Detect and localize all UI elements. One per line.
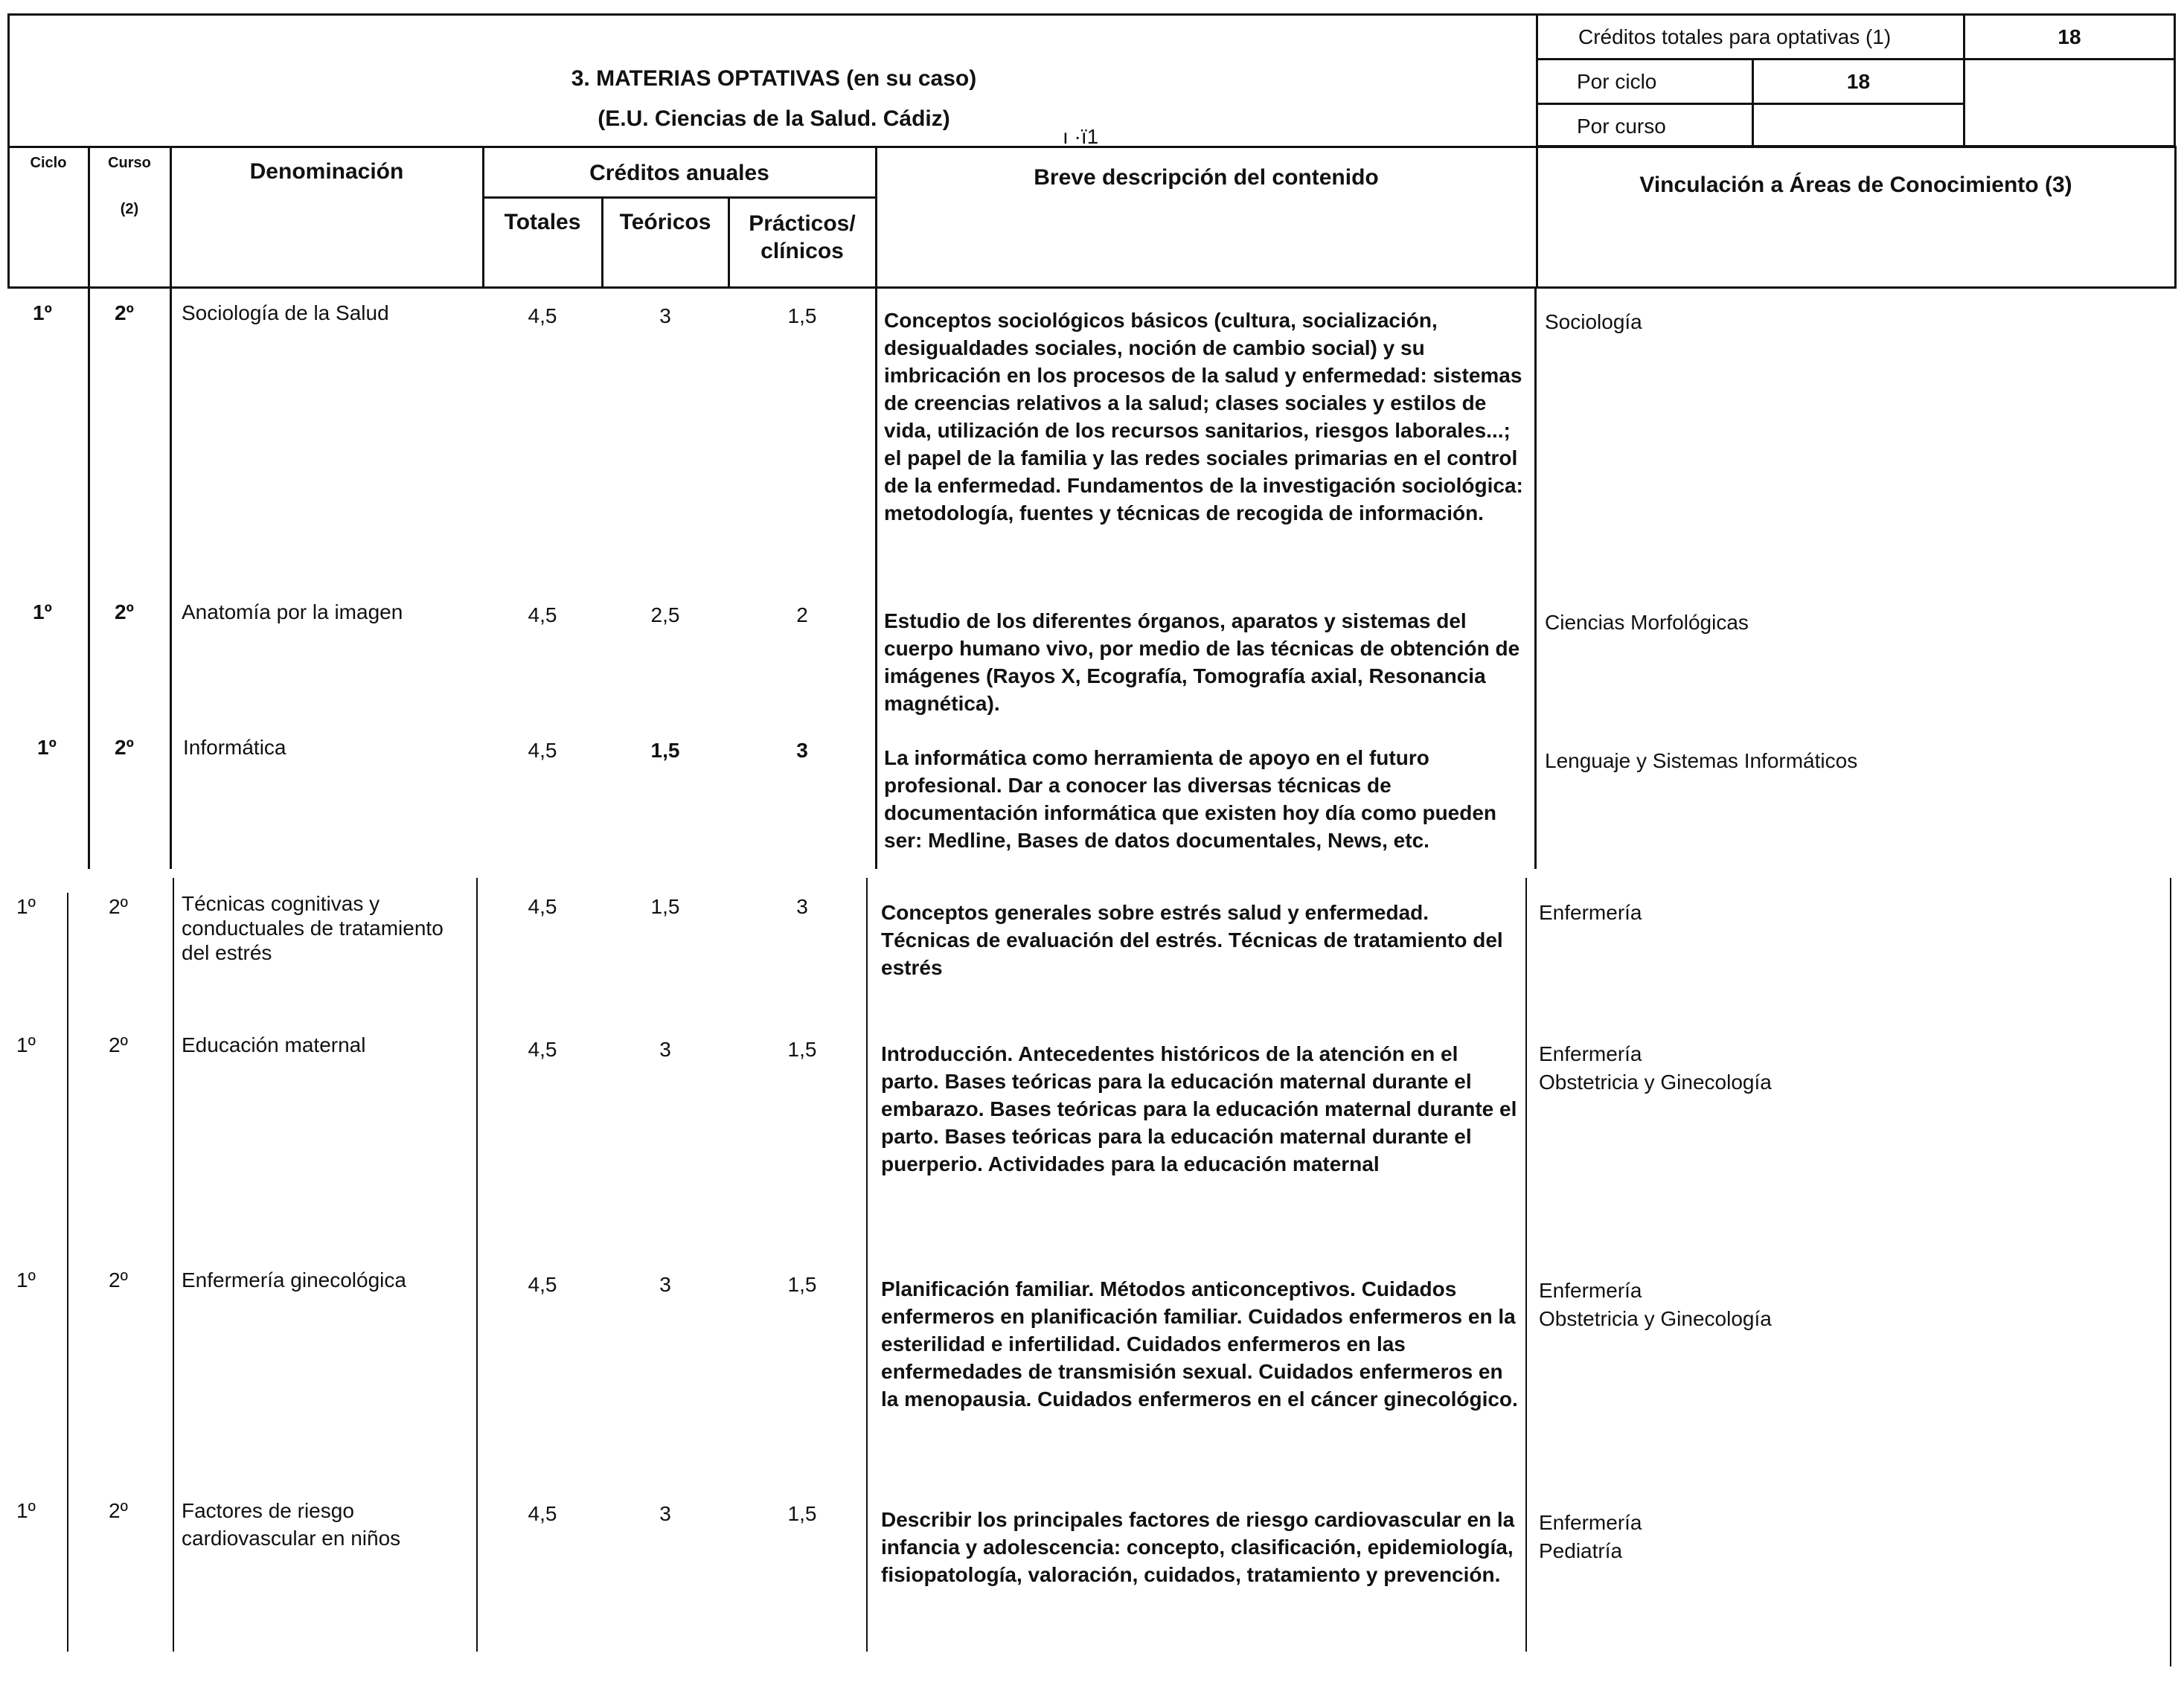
credits-subhead-rule <box>482 196 875 199</box>
row-practicos: 2 <box>796 603 808 626</box>
credits-summary <box>1536 13 2176 147</box>
col-vinculacion-header: Vinculación a Áreas de Conocimiento (3) <box>1639 173 2072 197</box>
row-ciclo: 1º <box>16 1033 36 1056</box>
row-denominacion: Técnicas cognitivas y conductuales de tratamiento del estrés <box>182 892 443 964</box>
area-item: Ciencias Morfológicas <box>1545 611 1749 634</box>
row-practicos: 3 <box>796 895 808 918</box>
row-denominacion: Educación maternal <box>182 1033 366 1056</box>
area-item: Enfermería <box>1539 1279 1642 1302</box>
credits-curso-value <box>1754 105 1965 147</box>
row-totales: 4,5 <box>528 1038 557 1061</box>
row-totales: 4,5 <box>528 603 557 626</box>
col-denominacion-header: Denominación <box>249 159 404 184</box>
row-ciclo: 1º <box>37 736 57 759</box>
row-ciclo: 1º <box>33 301 52 324</box>
col-descripcion-header: Breve descripción del contenido <box>1034 165 1379 190</box>
header-title-box <box>7 13 1538 150</box>
page-subtitle: (E.U. Ciencias de la Salud. Cádiz) <box>598 106 950 131</box>
credits-ciclo-value: 18 <box>1754 60 1965 105</box>
col-curso-note: (2) <box>120 201 139 217</box>
row-ciclo: 1º <box>16 895 36 918</box>
row-areas <box>1545 308 2162 336</box>
row-areas <box>1539 1277 2156 1333</box>
area-item: Enfermería <box>1539 1511 1642 1534</box>
row-practicos: 1,5 <box>787 1038 817 1061</box>
area-item: Enfermería <box>1539 1042 1642 1065</box>
row-denominacion: Anatomía por la imagen <box>182 600 403 623</box>
row-descripcion: Planificación familiar. Métodos anticonceptivos. Cuidados enfermeros en planificación familiar. Cuidados enfermeros en la esterilidad e infertilidad. Cuidados enfermeros en las enfermedades de transmisión sexual. Cuidados enfermeros en la menopausia. Cuidados enfermeros en el cáncer ginecológico. <box>881 1277 1518 1411</box>
col-creditos-header: Créditos anuales <box>589 161 769 185</box>
area-item: Obstetricia y Ginecología <box>1539 1071 1772 1094</box>
row-teoricos: 3 <box>659 304 671 327</box>
row-teoricos: 1,5 <box>650 739 680 762</box>
row-practicos: 1,5 <box>787 304 817 327</box>
credits-curso-label: Por curso <box>1538 105 1754 147</box>
row-teoricos: 3 <box>659 1273 671 1296</box>
area-item: Sociología <box>1545 310 1642 333</box>
area-item: Enfermería <box>1539 901 1642 924</box>
col-curso-header: Curso <box>108 155 151 171</box>
row-practicos: 3 <box>796 739 808 762</box>
row-denominacion: Sociología de la Salud <box>182 301 389 324</box>
area-item: Obstetricia y Ginecología <box>1539 1307 1772 1330</box>
row-teoricos: 3 <box>659 1038 671 1061</box>
row-curso: 2º <box>115 301 134 324</box>
row-descripcion: Conceptos sociológicos básicos (cultura, socialización, desigualdades sociales, noción de cambio social) y su imbricación en los procesos de la salud y enfermedad: sistemas de creencias relativos a la salud; clases sociales y estilos de vida, utilización de los recursos sanitarios, riesgos laborales...; el papel de la familia y las redes sociales primarias en el control de la enfermedad. Fundamentos de la investigación sociológica: metodología, fuentes y técnicas de recogida de información. <box>884 309 1523 524</box>
row-areas <box>1539 1509 2156 1565</box>
row-totales: 4,5 <box>528 739 557 762</box>
row-descripcion: La informática como herramienta de apoyo en el futuro profesional. Dar a conocer las diversas técnicas de documentación informática que existen hoy día como pueden ser: Medline, Bases de datos documentales, News, etc. <box>884 746 1497 852</box>
credits-total-label: Créditos totales para optativas (1) <box>1538 16 1965 60</box>
col-ciclo-header: Ciclo <box>30 155 67 171</box>
row-ciclo: 1º <box>33 600 52 623</box>
row-areas <box>1545 609 2162 637</box>
row-descripcion: Introducción. Antecedentes históricos de la atención en el parto. Bases teóricas para la educación maternal durante el embarazo. Bases teóricas para la educación maternal durante el parto. Bases teóricas para la educación maternal durante el puerperio. Actividades para la educación maternal <box>881 1042 1517 1175</box>
row-curso: 2º <box>115 600 134 623</box>
area-item: Lenguaje y Sistemas Informáticos <box>1545 749 1858 772</box>
row-curso: 2º <box>109 1033 128 1056</box>
row-practicos: 1,5 <box>787 1273 817 1296</box>
margin-mark: ı ·ï1 <box>1063 125 1099 148</box>
col-teoricos-header: Teóricos <box>619 210 711 234</box>
row-teoricos: 1,5 <box>650 895 680 918</box>
row-descripcion: Estudio de los diferentes órganos, aparatos y sistemas del cuerpo humano vivo, por medio de las técnicas de obtención de imágenes (Rayos X, Ecografía, Tomografía axial, Resonancia magnética). <box>884 609 1520 715</box>
row-denominacion: Factores de riesgo cardiovascular en niños <box>182 1499 401 1550</box>
col-practicos-header: Prácticos/ clínicos <box>749 211 856 263</box>
row-totales: 4,5 <box>528 304 557 327</box>
row-curso: 2º <box>115 736 134 759</box>
row-totales: 4,5 <box>528 1273 557 1296</box>
credits-total-value: 18 <box>1965 16 2174 60</box>
row-curso: 2º <box>109 895 128 918</box>
row-teoricos: 2,5 <box>650 603 680 626</box>
area-item: Pediatría <box>1539 1539 1623 1562</box>
row-curso: 2º <box>109 1268 128 1292</box>
credits-ciclo-label: Por ciclo <box>1538 60 1754 105</box>
row-areas <box>1539 899 2156 927</box>
col-totales-header: Totales <box>504 210 581 234</box>
row-practicos: 1,5 <box>787 1502 817 1525</box>
row-teoricos: 3 <box>659 1502 671 1525</box>
row-ciclo: 1º <box>16 1268 36 1292</box>
row-totales: 4,5 <box>528 895 557 918</box>
row-areas <box>1545 747 2162 775</box>
page-title: 3. MATERIAS OPTATIVAS (en su caso) <box>571 66 977 91</box>
column-header-bottom-rule <box>7 286 2177 289</box>
row-denominacion: Informática <box>183 736 286 759</box>
row-denominacion: Enfermería ginecológica <box>182 1268 406 1292</box>
header-bottom-rule <box>7 146 2177 148</box>
row-descripcion: Conceptos generales sobre estrés salud y enfermedad. Técnicas de evaluación del estrés. Técnicas de tratamiento del estrés <box>881 901 1503 979</box>
row-areas <box>1539 1040 2156 1097</box>
row-curso: 2º <box>109 1499 128 1522</box>
row-ciclo: 1º <box>16 1499 36 1522</box>
row-totales: 4,5 <box>528 1502 557 1525</box>
row-descripcion: Describir los principales factores de riesgo cardiovascular en la infancia y adolescencia: concepto, clasificación, epidemiología, fisiopatología, valoración, cuidados, tratamiento y prevención. <box>881 1508 1515 1586</box>
